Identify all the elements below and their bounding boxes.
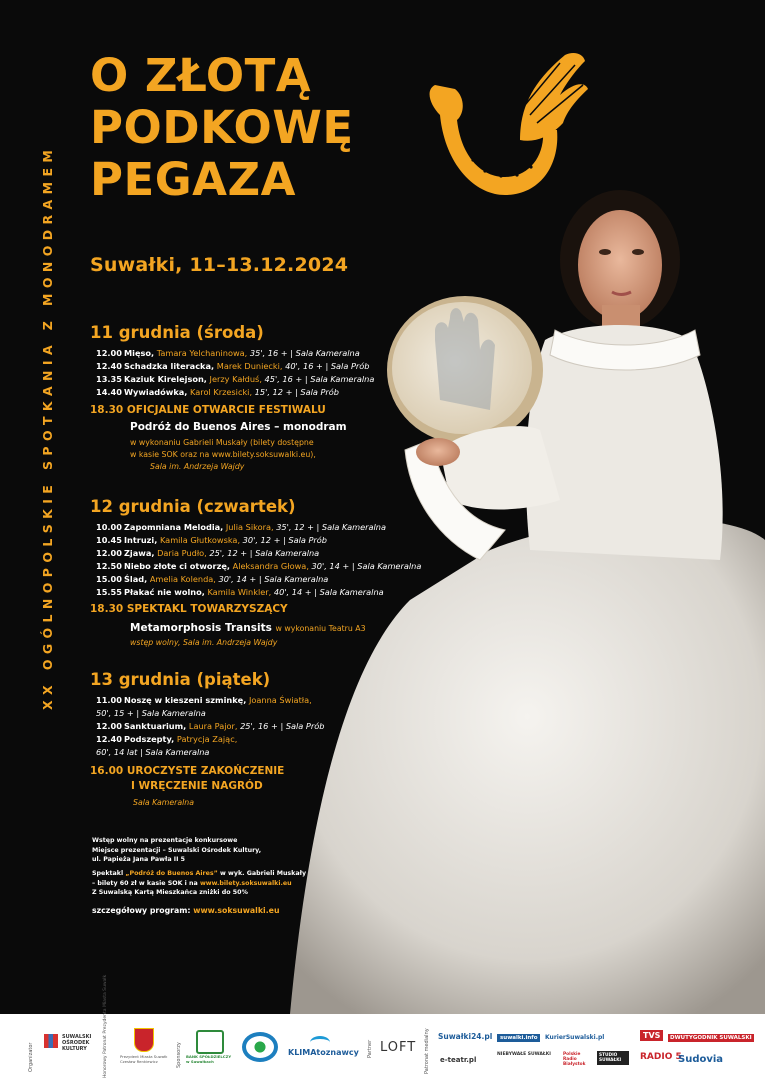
media-logo: suwalki.info [497, 1034, 540, 1042]
row-meta: 60', 14 lat | Sala Kameralna [96, 747, 210, 757]
row-time: 10.00 [96, 522, 122, 532]
day-1-event: 18.30 OFICJALNE OTWARCIE FESTIWALU [90, 404, 326, 416]
row-title: Sanktuarium, [124, 721, 187, 731]
row-author: Julia Sikora, [225, 522, 274, 532]
media-logo: Sudovia [678, 1054, 724, 1065]
row-title: Intruzi, [124, 535, 158, 545]
row-time: 11.00 [96, 695, 122, 705]
tickets-url[interactable]: www.bilety.soksuwalki.eu [199, 879, 292, 887]
schedule-row [96, 386, 426, 399]
media-logo: e-teatr.pl [440, 1056, 477, 1064]
schedule-row [96, 720, 426, 733]
sok-logo [44, 1034, 58, 1048]
row-meta: 45', 16 + | Sala Kameralna [264, 374, 375, 384]
klima-icon [310, 1036, 330, 1049]
schedule-row [96, 360, 426, 373]
row-title: Podszepty, [124, 734, 175, 744]
event-title [130, 622, 366, 634]
event-title: Podróż do Buenos Aires – monodram [130, 421, 347, 433]
schedule-row [96, 534, 426, 547]
row-meta: 35', 16 + | Sala Kameralna [249, 348, 360, 358]
row-author: Kamila Głutkowska, [159, 535, 241, 545]
schedule-row [96, 521, 426, 534]
schedule-row-continuation [96, 746, 426, 759]
row-title: Zapomniana Melodia, [124, 522, 224, 532]
row-time: 12.00 [96, 721, 122, 731]
event-line: w wykonaniu Gabrieli Muskały (bilety dostępne [130, 438, 314, 447]
row-title: Zjawa, [124, 548, 155, 558]
sponsors-label: Sponsorzy [176, 1042, 182, 1068]
tickets-info [92, 869, 306, 898]
row-meta: 50', 15 + | Sala Kameralna [96, 708, 206, 718]
row-title: Mięso, [124, 348, 155, 358]
row-author: Patrycja Zając, [176, 734, 238, 744]
day-3-heading: 13 grudnia (piątek) [90, 670, 271, 689]
title-line-3: PEGAZA [90, 153, 296, 206]
media-logo: DWUTYGODNIK SUWALSKI [670, 1035, 752, 1041]
tickets-line [92, 879, 306, 889]
loft-logo: LOFT [380, 1040, 417, 1055]
media-logo: TVS [640, 1030, 663, 1041]
row-meta: 25', 16 + | Sala Prób [240, 721, 325, 731]
row-meta: 30', 14 + | Sala Kameralna [218, 574, 329, 584]
day-1-schedule [96, 347, 426, 399]
schedule-row [96, 347, 426, 360]
row-title: Noszę w kieszeni szminkę, [124, 695, 247, 705]
row-meta: 40', 16 + | Sala Prób [285, 361, 370, 371]
sponsors-footer [0, 974, 765, 1080]
row-time: 10.45 [96, 535, 122, 545]
patron-caption: Prezydent Miasta Suwałk Czesław Renkiewicz [120, 1054, 168, 1064]
schedule-row [96, 733, 426, 746]
organizer-name: SUWALSKI OŚRODEK KULTURY [62, 1034, 92, 1052]
row-author: Jerzy Kałduś, [209, 374, 262, 384]
schedule-row-continuation [96, 707, 426, 720]
info-line: Miejsce prezentacji – Suwalski Ośrodek Kultury, [92, 846, 262, 854]
row-author: Amelia Kolenda, [149, 574, 216, 584]
event-title-suffix: w wykonaniu Teatru A3 [275, 624, 366, 633]
title-line-1: O ZŁOTĄ [90, 49, 312, 102]
row-time: 15.00 [96, 574, 122, 584]
spektakl-line [92, 869, 306, 879]
eye-logo-icon [242, 1032, 278, 1062]
media-logo: RADIO 5 [640, 1052, 682, 1062]
schedule-row [96, 694, 426, 707]
schedule-row [96, 547, 426, 560]
row-title: Wywiadówka, [124, 387, 188, 397]
schedule-row [96, 573, 426, 586]
day-2-heading: 12 grudnia (czwartek) [90, 497, 296, 516]
discount-line: Z Suwalską Kartą Mieszkańca zniżki do 50% [92, 889, 248, 896]
row-meta: 30', 14 + | Sala Kameralna [311, 561, 422, 571]
row-time: 12.40 [96, 361, 122, 371]
row-time: 12.40 [96, 734, 122, 744]
row-author: Karol Krzesicki, [190, 387, 253, 397]
row-author: Marek Duniecki, [216, 361, 283, 371]
media-logo: STUDIO SUWAŁKI [597, 1051, 629, 1065]
event-venue: Sala im. Andrzeja Wajdy [150, 462, 245, 471]
patron-label: Honorowy Patronat Prezydenta Miasta Suwałk [103, 974, 108, 1078]
row-title: Schadzka literacka, [124, 361, 215, 371]
festival-edition-vertical: XX OGÓLNOPOLSKIE SPOTKANIA Z MONODRAMEM [40, 144, 55, 710]
event-venue: Sala Kameralna [133, 798, 195, 807]
city-crest-icon [134, 1028, 154, 1052]
day-1-event-details [130, 421, 347, 473]
row-meta: 25', 12 + | Sala Kameralna [209, 548, 320, 558]
row-author: Laura Pajor, [188, 721, 238, 731]
row-author: Aleksandra Głowa, [232, 561, 309, 571]
day-1-heading: 11 grudnia (środa) [90, 323, 264, 342]
program-label: szczegółowy program: [92, 906, 191, 915]
row-time: 14.40 [96, 387, 122, 397]
spektakl-suffix: w wyk. Gabrieli Muskały [220, 870, 307, 877]
schedule-row [96, 586, 426, 599]
tickets-prefix: – bilety 60 zł w kasie SOK i na [92, 879, 198, 887]
info-block [92, 836, 261, 865]
schedule-row [96, 560, 426, 573]
row-title: Płakać nie wolno, [124, 587, 205, 597]
spektakl-title: „Podróż do Buenos Aires” [125, 870, 218, 877]
program-link-line [92, 906, 280, 915]
row-author: Kamila Winkler, [207, 587, 272, 597]
info-line: Wstęp wolny na prezentacje konkursowe [92, 837, 238, 844]
day-3-event-details [133, 797, 194, 809]
bank-logo [196, 1030, 224, 1054]
title-line-2: PODKOWĘ [90, 101, 354, 154]
row-time: 12.00 [96, 548, 122, 558]
program-url[interactable]: www.soksuwalki.eu [193, 906, 280, 915]
schedule-row [96, 373, 426, 386]
row-title: Ślad, [124, 574, 148, 584]
klima-logo: KLIMAtoznawcy [288, 1048, 359, 1057]
row-meta: 30', 12 + | Sala Prób [242, 535, 328, 545]
partner-label: Partner [367, 1039, 373, 1058]
row-author: Daria Pudło, [157, 548, 207, 558]
day-2-event-details [130, 622, 366, 649]
day-3-event-line-2: I WRĘCZENIE NAGRÓD [131, 780, 263, 792]
row-meta: 35', 12 + | Sala Kameralna [276, 522, 387, 532]
row-title: Kaziuk Kirelejson, [124, 374, 207, 384]
row-meta: 40', 14 + | Sala Kameralna [273, 587, 384, 597]
media-logo: Suwałki24.pl [438, 1032, 493, 1041]
media-logo: KurierSuwalski.pl [545, 1034, 605, 1041]
media-logo: NIEBYWAŁE SUWAŁKI [497, 1052, 551, 1057]
event-line: w kasie SOK oraz na www.bilety.soksuwalki.eu), [130, 450, 316, 459]
spektakl-prefix: Spektakl [92, 870, 124, 877]
bank-name: BANK SPÓŁDZIELCZY w Suwałkach [186, 1054, 232, 1064]
day-2-event: 18.30 SPEKTAKL TOWARZYSZĄCY [90, 603, 288, 615]
day-3-event: 16.00 UROCZYSTE ZAKOŃCZENIE [90, 765, 285, 777]
day-3-schedule [96, 694, 426, 759]
location-dates: Suwałki, 11–13.12.2024 [90, 254, 349, 276]
row-author: Joanna Światła, [248, 695, 312, 705]
organizer-label: Organizator [28, 1042, 34, 1072]
event-title-text: Metamorphosis Transits [130, 622, 272, 634]
media-label: Patronat medialny [424, 1028, 430, 1074]
day-2-schedule [96, 521, 426, 599]
row-time: 12.00 [96, 348, 122, 358]
info-line: ul. Papieża Jana Pawła II 5 [92, 856, 186, 863]
row-time: 15.55 [96, 587, 122, 597]
row-title: Niebo złote ci otworzę, [124, 561, 230, 571]
row-meta: 15', 12 + | Sala Prób [254, 387, 340, 397]
media-logo: Polskie Radio Białystok [563, 1052, 586, 1067]
row-time: 13.35 [96, 374, 122, 384]
event-line: wstęp wolny, Sala im. Andrzeja Wajdy [130, 638, 278, 647]
row-author: Tamara Yelchaninowa, [156, 348, 248, 358]
row-time: 12.50 [96, 561, 122, 571]
